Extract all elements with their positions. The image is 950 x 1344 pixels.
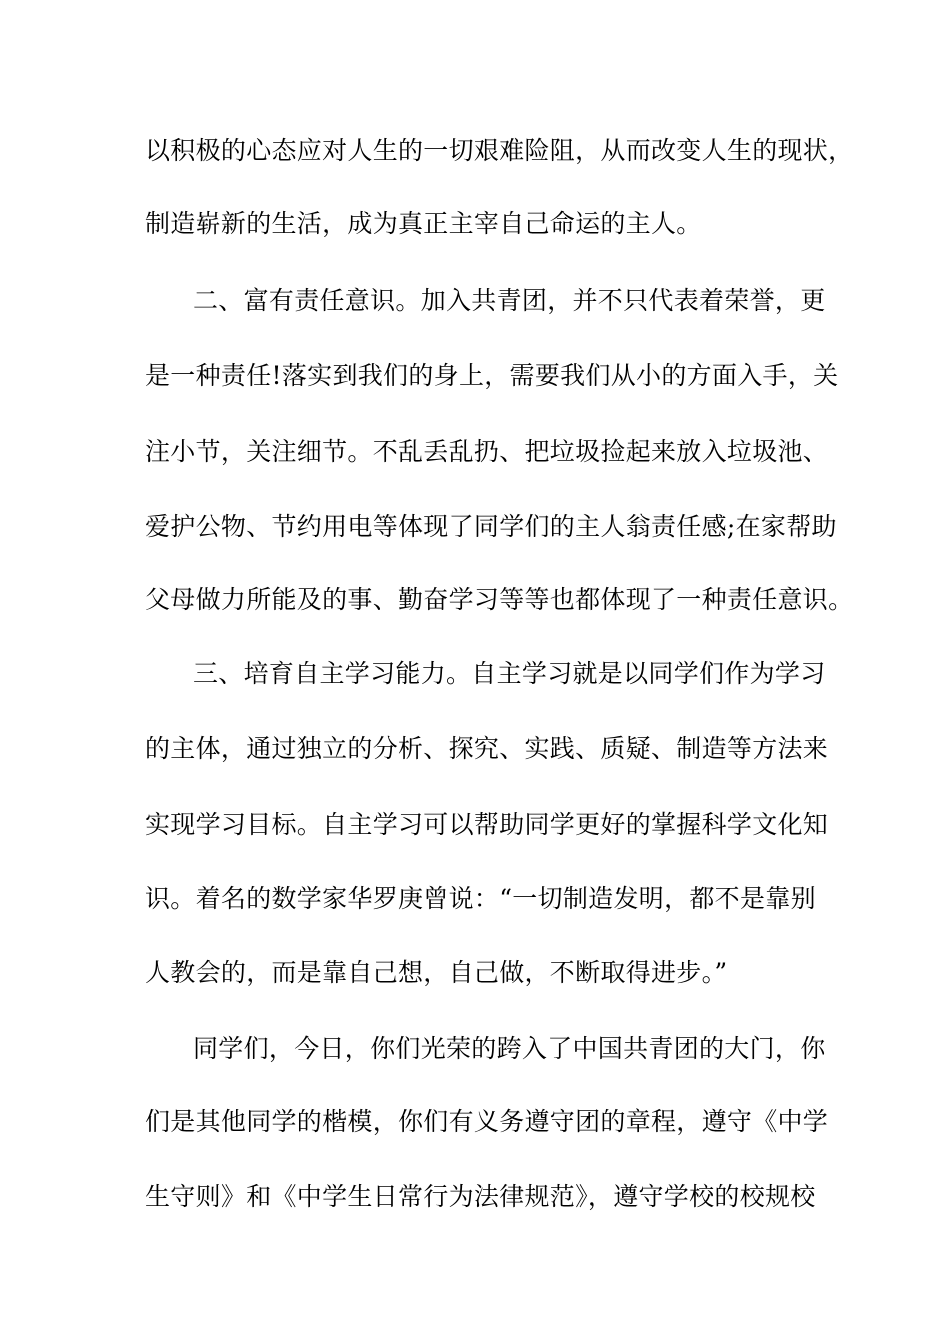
text-line: 注小节，关注细节。不乱丢乱扔、把垃圾捡起来放入垃圾池、 — [145, 437, 829, 466]
text-line: 以积极的心态应对人生的一切艰难险阻，从而改变人生的现状， — [145, 136, 854, 165]
text-line: 生守则》和《中学生日常行为法律规范》，遵守学校的校规校 — [145, 1182, 816, 1211]
text-line: 们是其他同学的楷模，你们有义务遵守团的章程，遵守《中学 — [145, 1107, 829, 1136]
text-line: 父母做力所能及的事、勤奋学习等等也都体现了一种责任意识。 — [145, 585, 854, 614]
text-line: 是一种责任!落实到我们的身上，需要我们从小的方面入手，关 — [145, 361, 839, 390]
text-line: 实现学习目标。自主学习可以帮助同学更好的掌握科学文化知 — [145, 810, 829, 839]
paragraph-start-line: 三、培育自主学习能力。自主学习就是以同学们作为学习 — [193, 659, 826, 688]
text-line: 识。着名的数学家华罗庚曾说：“一切制造发明，都不是靠别 — [145, 884, 816, 913]
text-line: 的主体，通过独立的分析、探究、实践、质疑、制造等方法来 — [145, 734, 829, 763]
text-line: 人教会的，而是靠自己想，自己做，不断取得进步。” — [145, 958, 728, 987]
text-line: 爱护公物、节约用电等体现了同学们的主人翁责任感;在家帮助 — [145, 512, 837, 541]
text-line: 制造崭新的生活，成为真正主宰自己命运的主人。 — [145, 209, 702, 238]
paragraph-start-line: 同学们，今日，你们光荣的跨入了中国共青团的大门，你 — [193, 1034, 826, 1063]
paragraph-start-line: 二、富有责任意识。加入共青团，并不只代表着荣誉，更 — [193, 286, 826, 315]
